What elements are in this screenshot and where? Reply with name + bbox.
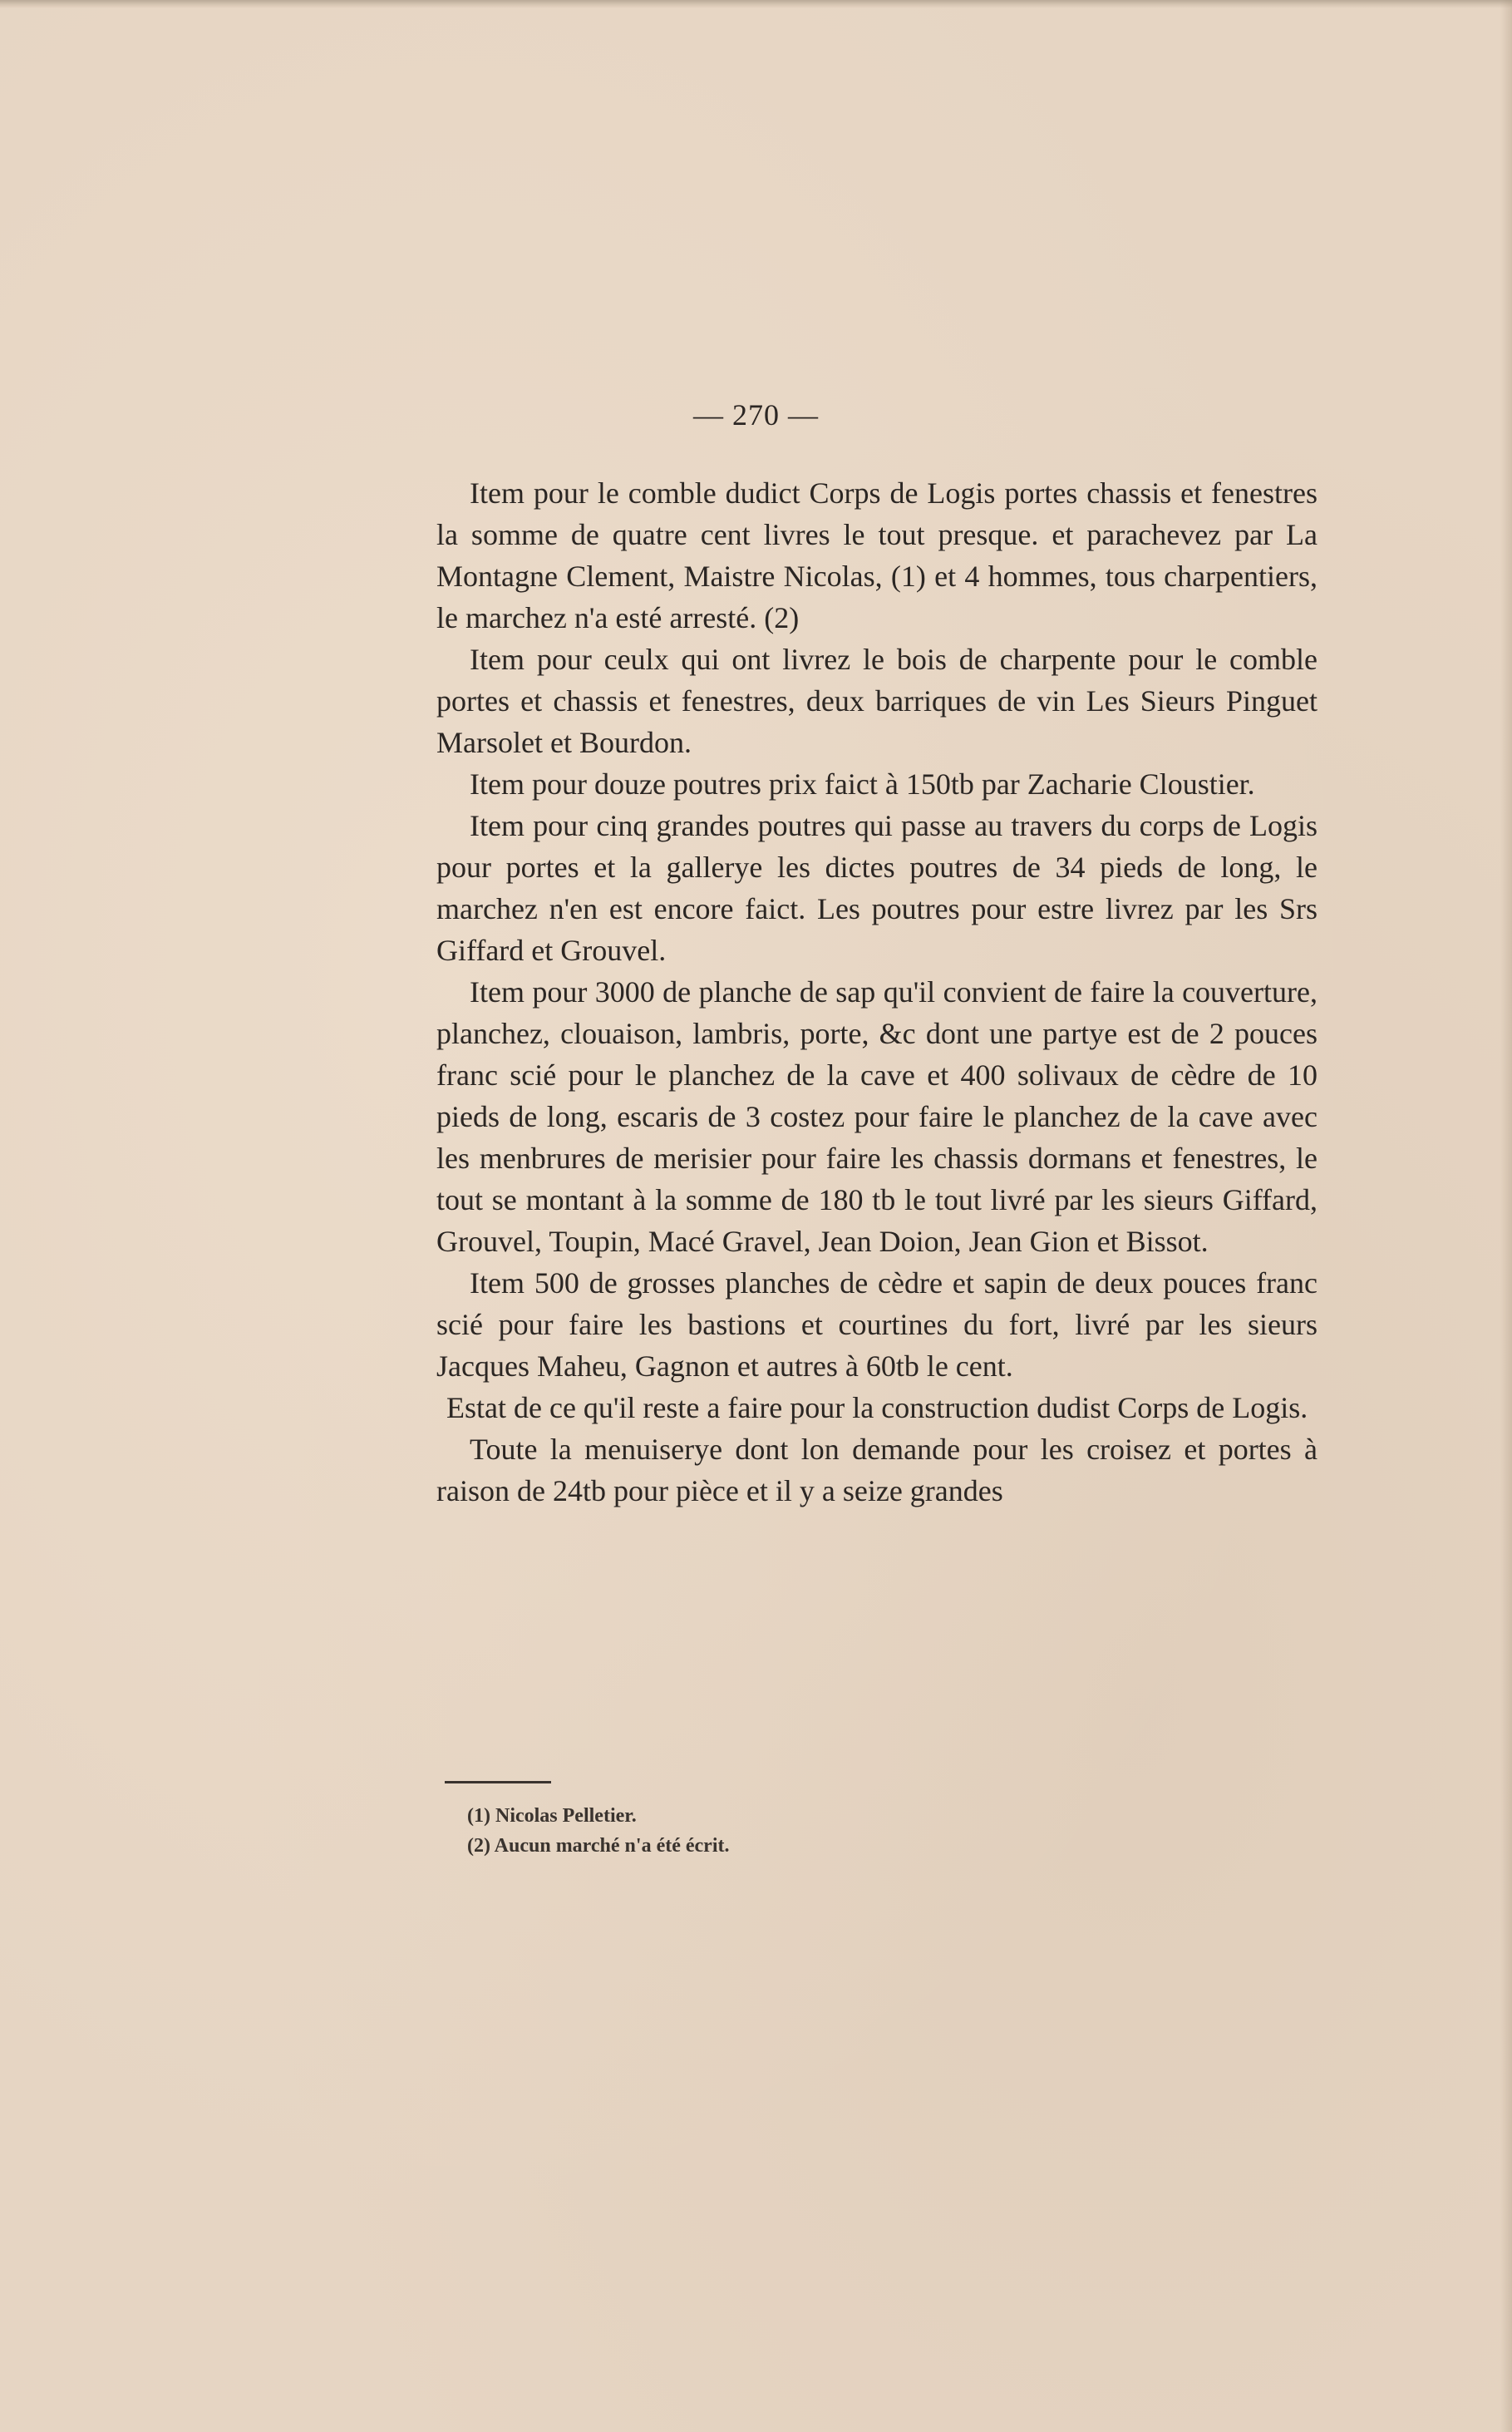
- footnotes: [467, 1801, 1215, 1861]
- page-right-edge: [1500, 0, 1512, 2432]
- page-top-edge: [0, 0, 1512, 8]
- page-number: — 270 —: [693, 398, 819, 432]
- paragraph-item-douze-poutres: Item pour douze poutres prix faict à 150tb par Zacharie Cloustier.: [470, 767, 1255, 801]
- footnote-2: (2) Aucun marché n'a été écrit.: [467, 1835, 730, 1857]
- paragraph-item-planche-sap: Item pour 3000 de planche de sap qu'il convient de faire la couverture, planchez, clouaison, lambris, porte, &c dont une partye est de 2 pouces franc scié pour le planchez de la cave et 400 solivaux de cèdre de 10 pieds de long, escaris de 3 costez pour faire le planchez de la cave avec les menbrures de merisier pour faire les chassis dormans et fenestres, le tout se montant à la somme de 180 tb le tout livré par les sieurs Giffard, Grouvel, Toupin, Macé Gravel, Jean Doion, Jean Gion et Bissot.: [436, 975, 1317, 1258]
- paragraph-item-grosses-planches: Item 500 de grosses planches de cèdre et sapin de deux pouces franc scié pour faire les bastions et courtines du fort, livré par les sieurs Jacques Maheu, Gagnon et autres à 60tb le cent.: [436, 1266, 1317, 1383]
- footnote-1: (1) Nicolas Pelletier.: [467, 1805, 637, 1827]
- paragraph-menuiserye: Toute la menuiserye dont lon demande pour les croisez et portes à raison de 24tb pour pièce et il y a seize grandes: [436, 1433, 1317, 1507]
- body-text: [436, 472, 1317, 1512]
- paragraph-item-comble: Item pour le comble dudict Corps de Logis portes chassis et fenestres la somme de quatre cent livres le tout presque. et parachevez par La Montagne Clement, Maistre Nicolas, (1) et 4 hommes, tous charpentiers, le marchez n'a esté arresté. (2): [436, 476, 1317, 634]
- paragraph-estat-heading: Estat de ce qu'il reste a faire pour la construction dudist Corps de Logis.: [446, 1391, 1308, 1424]
- footnote-rule: [445, 1781, 551, 1783]
- paragraph-item-cinq-poutres: Item pour cinq grandes poutres qui passe au travers du corps de Logis pour portes et la gallerye les dictes poutres de 34 pieds de long, le marchez n'en est encore faict. Les poutres pour estre livrez par les Srs Giffard et Grouvel.: [436, 809, 1317, 967]
- paragraph-item-bois-charpente: Item pour ceulx qui ont livrez le bois de charpente pour le comble portes et chassis et fenestres, deux barriques de vin Les Sieurs Pinguet Marsolet et Bourdon.: [436, 643, 1317, 759]
